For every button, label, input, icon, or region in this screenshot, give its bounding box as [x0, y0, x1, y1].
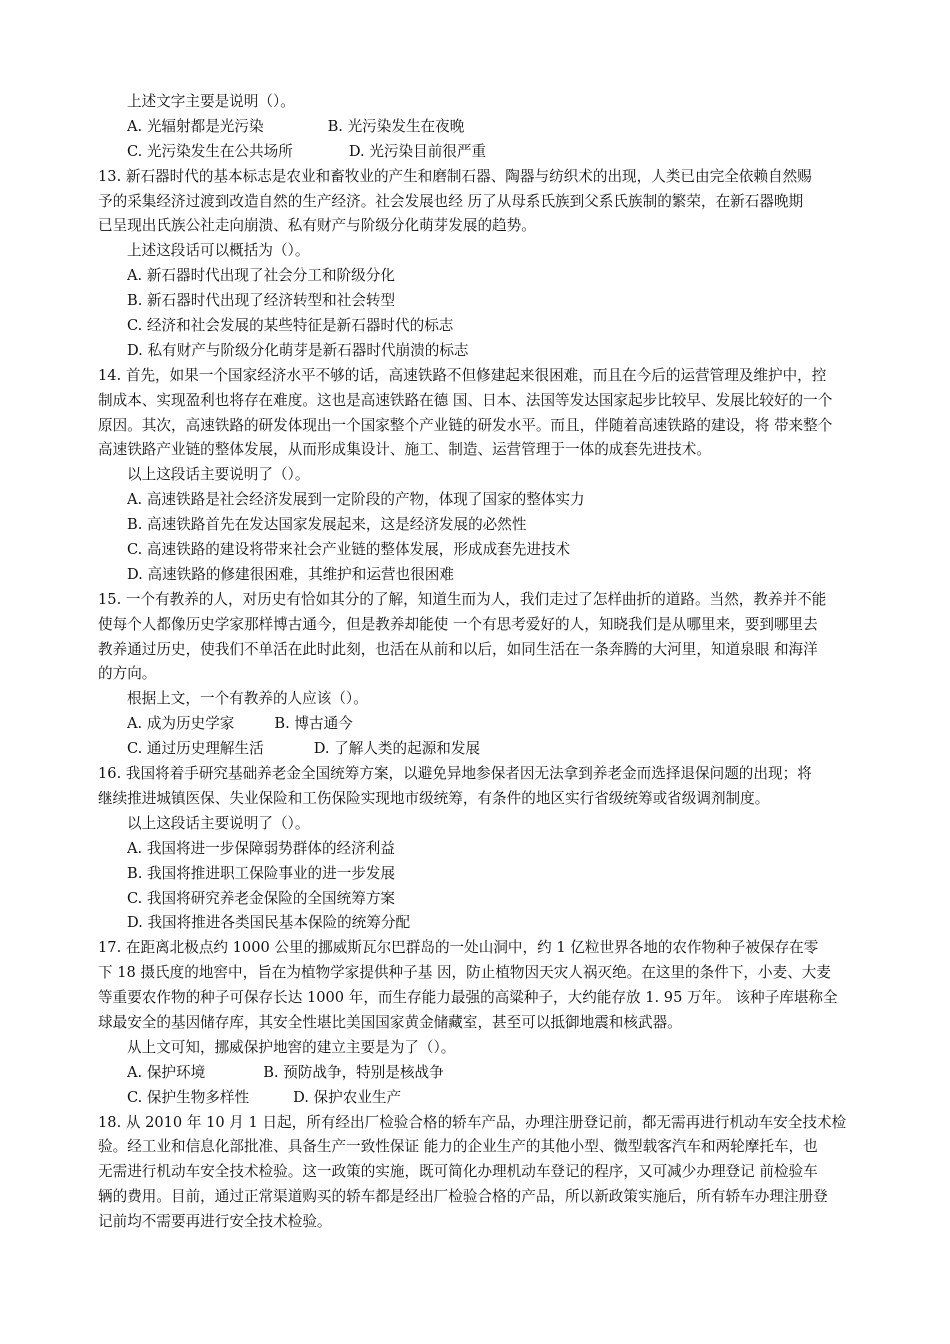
- q18-stem-line-3: 无需进行机动车安全技术检验。这一政策的实施，既可简化办理机动车登记的程序，又可减少办理登记 前检验车: [98, 1163, 818, 1181]
- q14-option-d: D. 高速铁路的修建很困难，其维护和运营也很困难: [127, 565, 454, 583]
- q17-option-c: C. 保护生物多样性: [127, 1088, 250, 1106]
- q16-prompt: 以上这段话主要说明了（）。: [127, 814, 310, 832]
- q17-options-row-1: [98, 1061, 888, 1086]
- q17-option-a: A. 保护环境: [127, 1063, 206, 1081]
- q12-option-b: B. 光污染发生在夜晚: [327, 117, 465, 135]
- q14-option-a: A. 高速铁路是社会经济发展到一定阶段的产物，体现了国家的整体实力: [127, 491, 585, 509]
- q14-option-b: B. 高速铁路首先在发达国家发展起来，这是经济发展的必然性: [127, 516, 527, 534]
- q12-prompt: 上述文字主要是说明（）。: [127, 93, 295, 110]
- q13-stem-line-2: 予的采集经济过渡到改造自然的生产经济。社会发展也经 历了从母系氏族到父系氏族制的繁荣，在新石器晚期: [98, 192, 804, 210]
- exam-page: [98, 90, 888, 1235]
- q15-option-d: D. 了解人类的起源和发展: [313, 740, 481, 758]
- q12-option-d: D. 光污染目前很严重: [348, 142, 487, 160]
- q12-options-row-1: [98, 115, 888, 140]
- q17-stem-line-2: 下 18 摄氏度的地窖中，旨在为植物学家提供种子基 因，防止植物因天灾人祸灭绝。在这里的条件下，小麦、大麦: [98, 964, 831, 982]
- q13-stem-line-1: 13. 新石器时代的基本标志是农业和畜牧业的产生和磨制石器、陶器与纺织术的出现，人类已由完全依赖自然赐: [98, 167, 812, 185]
- q13-stem-line-3: 已呈现出氏族公社走向崩溃、私有财产与阶级分化萌芽发展的趋势。: [98, 217, 536, 235]
- q17-stem-line-1: 17. 在距离北极点约 1000 公里的挪威斯瓦尔巴群岛的一处山洞中，约 1 亿粒世界各地的农作物种子被保存在零: [98, 939, 819, 957]
- q14-stem-line-4: 高速铁路产业链的整体发展，从而形成集设计、施工、制造、运营管理于一体的成套先进技术。: [98, 441, 711, 459]
- q18-stem-line-5: 记前均不需要再进行安全技术检验。: [98, 1213, 332, 1231]
- q18-stem-line-4: 辆的费用。目前，通过正常渠道购买的轿车都是经出厂检验合格的产品，所以新政策实施后，所有轿车办理注册登: [98, 1188, 828, 1206]
- q13-option-b: B. 新石器时代出现了经济转型和社会转型: [127, 292, 396, 310]
- q17-stem-line-3: 等重要农作物的种子可保存长达 1000 年，而生存能力最强的高粱种子，大约能存放 1. 95 万年。 该种子库堪称全: [98, 989, 838, 1007]
- q16-option-a: A. 我国将进一步保障弱势群体的经济利益: [127, 839, 395, 857]
- q13-option-c: C. 经济和社会发展的某些特征是新石器时代的标志: [127, 317, 454, 335]
- q12-option-a: A. 光辐射都是光污染: [127, 117, 264, 135]
- q17-stem-line-4: 球最安全的基因储存库，其安全性堪比美国国家黄金储藏室，甚至可以抵御地震和核武器。: [98, 1013, 682, 1031]
- q18-stem-line-2: 验。经工业和信息化部批准、具备生产一致性保证 能力的企业生产的其他小型、微型载客汽车和两轮摩托车，也: [98, 1138, 818, 1156]
- q17-option-b: B. 预防战争，特别是核战争: [263, 1063, 444, 1081]
- q12-options-row-2: [98, 140, 888, 165]
- q17-options-row-2: [98, 1086, 888, 1111]
- q15-option-c: C. 通过历史理解生活: [127, 740, 264, 758]
- q17-option-d: D. 保护农业生产: [293, 1088, 402, 1106]
- q14-stem-line-3: 原因。其次，高速铁路的研发体现出一个国家整个产业链的研发水平。而且，伴随着高速铁路的建设，将 带来整个: [98, 416, 833, 434]
- q12-option-c: C. 光污染发生在公共场所: [127, 142, 293, 160]
- q16-option-d: D. 我国将推进各类国民基本保险的统筹分配: [127, 914, 411, 932]
- q15-stem-line-1: 15. 一个有教养的人，对历史有恰如其分的了解，知道生而为人，我们走过了怎样曲折的道路。当然，教养并不能: [98, 590, 827, 608]
- q13-option-d: D. 私有财产与阶级分化萌芽是新石器时代崩溃的标志: [127, 341, 469, 359]
- q15-options-row-1: [98, 712, 888, 737]
- q14-stem-line-2: 制成本、实现盈利也将存在难度。这也是高速铁路在德 国、日本、法国等发达国家起步比较早、发展比较好的一个: [98, 391, 833, 409]
- q18-stem-line-1: 18. 从 2010 年 10 月 1 日起，所有经出厂检验合格的轿车产品，办理注册登记前，都无需再进行机动车安全技术检: [98, 1113, 847, 1131]
- q16-option-c: C. 我国将研究养老金保险的全国统筹方案: [127, 889, 396, 907]
- q16-stem-line-1: 16. 我国将着手研究基础养老金全国统筹方案，以避免异地参保者因无法拿到养老金而选择退保问题的出现；将: [98, 765, 812, 783]
- q15-option-b: B. 博古通今: [274, 715, 353, 733]
- q16-stem-line-2: 继续推进城镇医保、失业保险和工伤保险实现地市级统筹，有条件的地区实行省级统筹或省级调剂制度。: [98, 789, 770, 807]
- q15-prompt: 根据上文，一个有教养的人应该（）。: [127, 690, 368, 708]
- q15-stem-line-4: 的方向。: [98, 665, 157, 683]
- q14-option-c: C. 高速铁路的建设将带来社会产业链的整体发展，形成成套先进技术: [127, 541, 571, 559]
- q15-option-a: A. 成为历史学家: [127, 715, 235, 733]
- q13-option-a: A. 新石器时代出现了社会分工和阶级分化: [127, 267, 395, 285]
- q14-stem-line-1: 14. 首先，如果一个国家经济水平不够的话，高速铁路不但修建起来很困难，而且在今后的运营管理及维护中，控: [98, 366, 827, 384]
- q16-option-b: B. 我国将推进职工保险事业的进一步发展: [127, 864, 396, 882]
- q17-prompt: 从上文可知，挪威保护地窖的建立主要是为了（）。: [127, 1038, 456, 1056]
- q13-prompt: 上述这段话可以概括为（）。: [127, 242, 310, 260]
- q15-options-row-2: [98, 737, 888, 762]
- q15-stem-line-3: 教养通过历史，使我们不单活在此时此刻，也活在从前和以后，如同生活在一条奔腾的大河里，知道泉眼 和海洋: [98, 640, 818, 658]
- q15-stem-line-2: 使每个人都像历史学家那样博古通今，但是教养却能使 一个有思考爱好的人，知晓我们是从哪里来，要到哪里去: [98, 615, 818, 633]
- q14-prompt: 以上这段话主要说明了（）。: [127, 466, 310, 484]
